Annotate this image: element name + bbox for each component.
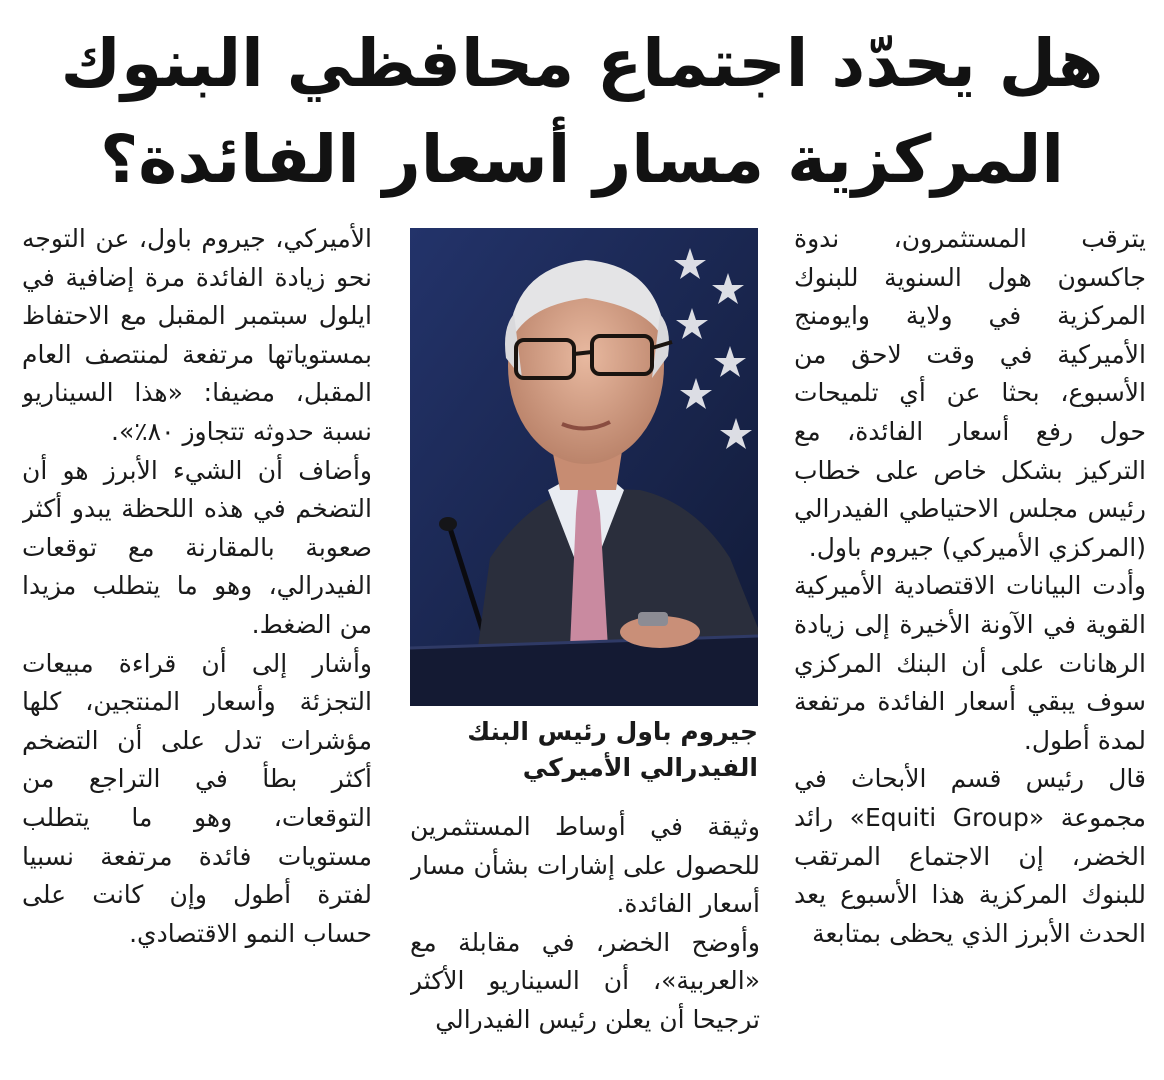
article-paragraph: وأدت البيانات الاقتصادية الأميركية القوية في الآونة الأخيرة إلى زيادة الرهانات على أن البنك المركزي سوف يبقي أسعار الفائدة مرتفعة لمدة أطول. [794, 571, 1146, 755]
article-paragraph: يترقب المستثمرون، ندوة جاكسون هول السنوية للبنوك المركزية في ولاية وايومنج الأميركية في وقت لاحق من الأسبوع، بحثا عن أي تلميحات حول رفع أسعار الفائدة، مع التركيز بشكل خاص على خطاب رئيس مجلس الاحتياطي الفيدرالي (المركزي الأميركي) جيروم باول. [794, 224, 1146, 562]
article-paragraph: وثيقة في أوساط المستثمرين للحصول على إشارات بشأن مسار أسعار الفائدة. [410, 812, 760, 919]
headline-line-1: هل يحدّد اجتماع محافظي البنوك [60, 25, 1104, 102]
article-column-right [794, 220, 1146, 1065]
article-paragraph: قال رئيس قسم الأبحاث في مجموعة «Equiti Group» رائد الخضر، إن الاجتماع المرتقب للبنوك المركزية هذا الأسبوع يعد الحدث الأبرز الذي يحظى بمتابعة [794, 764, 1146, 948]
article-column-middle [410, 808, 760, 1073]
article-paragraph: وأضاف أن الشيء الأبرز هو أن التضخم في هذه اللحظة يبدو أكثر صعوبة بالمقارنة مع توقعات الفيدرالي، وهو ما يتطلب مزيدا من الضغط. [22, 455, 372, 639]
speaker-photo-illustration [410, 228, 758, 706]
article-paragraph: الأميركي، جيروم باول، عن التوجه نحو زيادة الفائدة مرة إضافية في ايلول سبتمبر المقبل مع الاحتفاظ بمستوياتها مرتفعة لمنتصف العام المقبل، مضيفا: «هذا السيناريو نسبة حدوثه تتجاوز ٨٠٪». [22, 224, 372, 446]
article-paragraph: وأشار إلى أن قراءة مبيعات التجزئة وأسعار المنتجين، كلها مؤشرات تدل على أن التضخم أكثر بطأ في التراجع من التوقعات، وهو ما يتطلب مستويات فائدة مرتفعة نسبيا لفترة أطول وإن كانت على حساب النمو الاقتصادي. [22, 648, 372, 948]
article-photo [410, 228, 758, 706]
article-column-left [22, 220, 372, 1065]
article-paragraph: وأوضح الخضر، في مقابلة مع «العربية»، أن السيناريو الأكثر ترجيحا أن يعلن رئيس الفيدرالي [410, 927, 760, 1034]
headline-line-2: المركزية مسار أسعار الفائدة؟ [99, 121, 1065, 198]
caption-line: الفيدرالي الأميركي [522, 753, 758, 782]
caption-line: جيروم باول رئيس البنك [467, 717, 758, 746]
photo-caption [410, 714, 758, 786]
